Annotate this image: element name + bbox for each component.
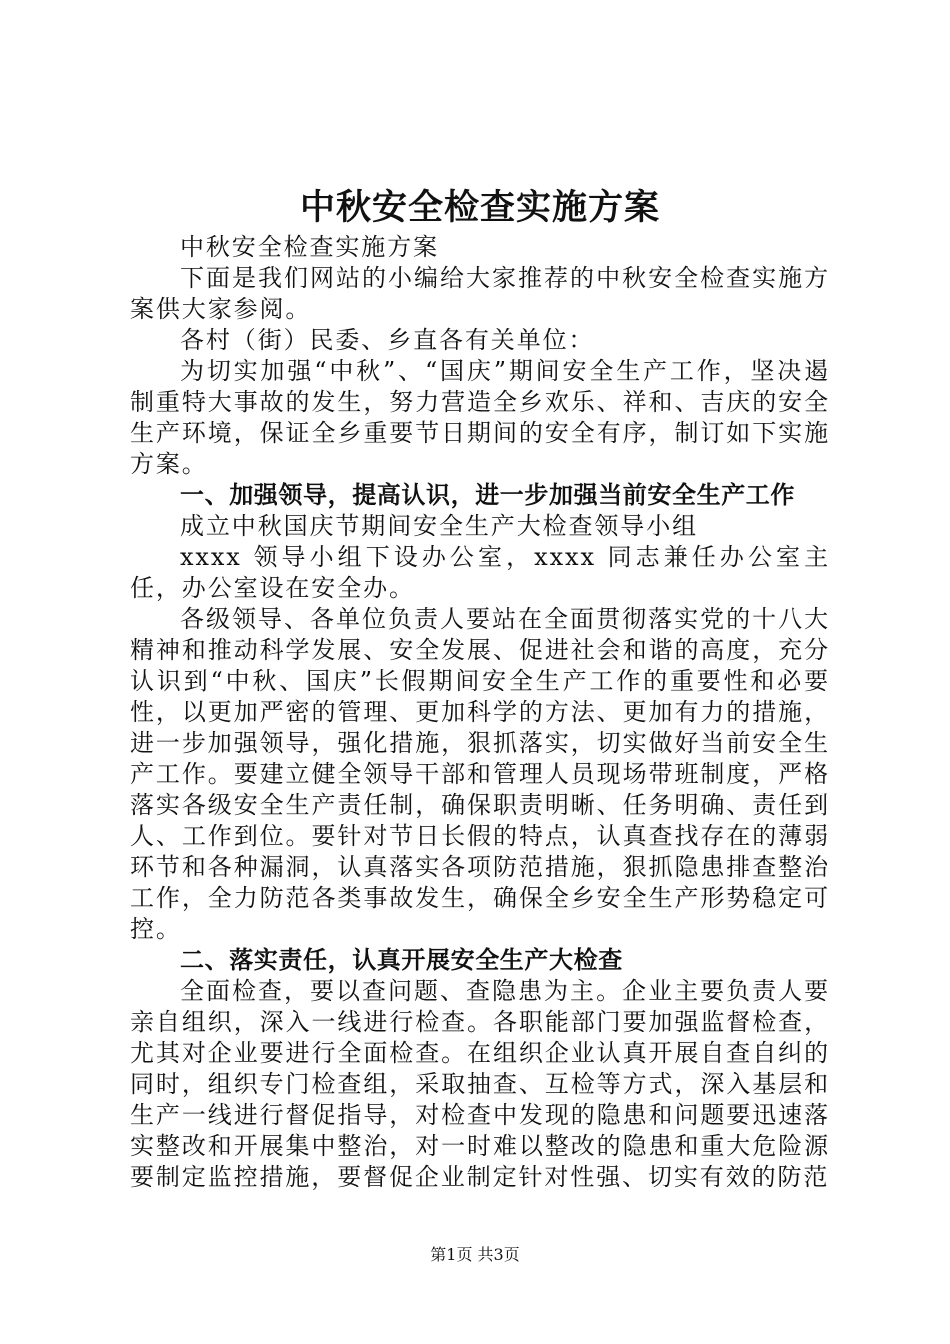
body-paragraph: 下面是我们网站的小编给大家推荐的中秋安全检查实施方案供大家参阅。	[130, 264, 830, 323]
body-paragraph: 为切实加强“中秋”、“国庆”期间安全生产工作，坚决遏制重特大事故的发生，努力营造全乡欢乐、祥和、吉庆的安全生产环境，保证全乡重要节日期间的安全有序，制订如下实施方案。	[130, 357, 830, 478]
body-paragraph: 各级领导、各单位负责人要站在全面贯彻落实党的十八大精神和推动科学发展、安全发展、促进社会和谐的高度，充分认识到“中秋、国庆”长假期间安全生产工作的重要性和必要性，以更加严密的管理、更加科学的方法、更加有力的措施，进一步加强领导，强化措施，狠抓落实，切实做好当前安全生产工作。要建立健全领导干部和管理人员现场带班制度，严格落实各级安全生产责任制，确保职责明晰、任务明确、责任到人、工作到位。要针对节日长假的特点，认真查找存在的薄弱环节和各种漏洞，认真落实各项防范措施，狠抓隐患排查整治工作，全力防范各类事故发生，确保全乡安全生产形势稳定可控。	[130, 605, 830, 943]
section-heading: 一、加强领导，提高认识，进一步加强当前安全生产工作	[180, 481, 795, 509]
page-footer: 第1页 共3页	[430, 1245, 520, 1264]
document-body	[130, 232, 830, 1193]
document-title: 中秋安全检查实施方案	[299, 188, 660, 228]
body-paragraph: 全面检查，要以查问题、查隐患为主。企业主要负责人要亲自组织，深入一线进行检查。各职能部门要加强监督检查，尤其对企业要进行全面检查。在组织企业认真开展自查自纠的同时，组织专门检查组，采取抽查、互检等方式，深入基层和生产一线进行督促指导，对检查中发现的隐患和问题要迅速落实整改和开展集中整治，对一时难以整改的隐患和重大危险源要制定监控措施，要督促企业制定针对性强、切实有效的防范	[130, 977, 830, 1191]
body-paragraph: 各村（街）民委、乡直各有关单位：	[180, 326, 595, 354]
body-paragraph: xxxx 领导小组下设办公室，xxxx 同志兼任办公室主任，办公室设在安全办。	[130, 543, 830, 602]
section-heading: 二、落实责任，认真开展安全生产大检查	[180, 946, 623, 974]
body-paragraph: 中秋安全检查实施方案	[180, 233, 439, 261]
body-paragraph: 成立中秋国庆节期间安全生产大检查领导小组	[180, 512, 698, 540]
